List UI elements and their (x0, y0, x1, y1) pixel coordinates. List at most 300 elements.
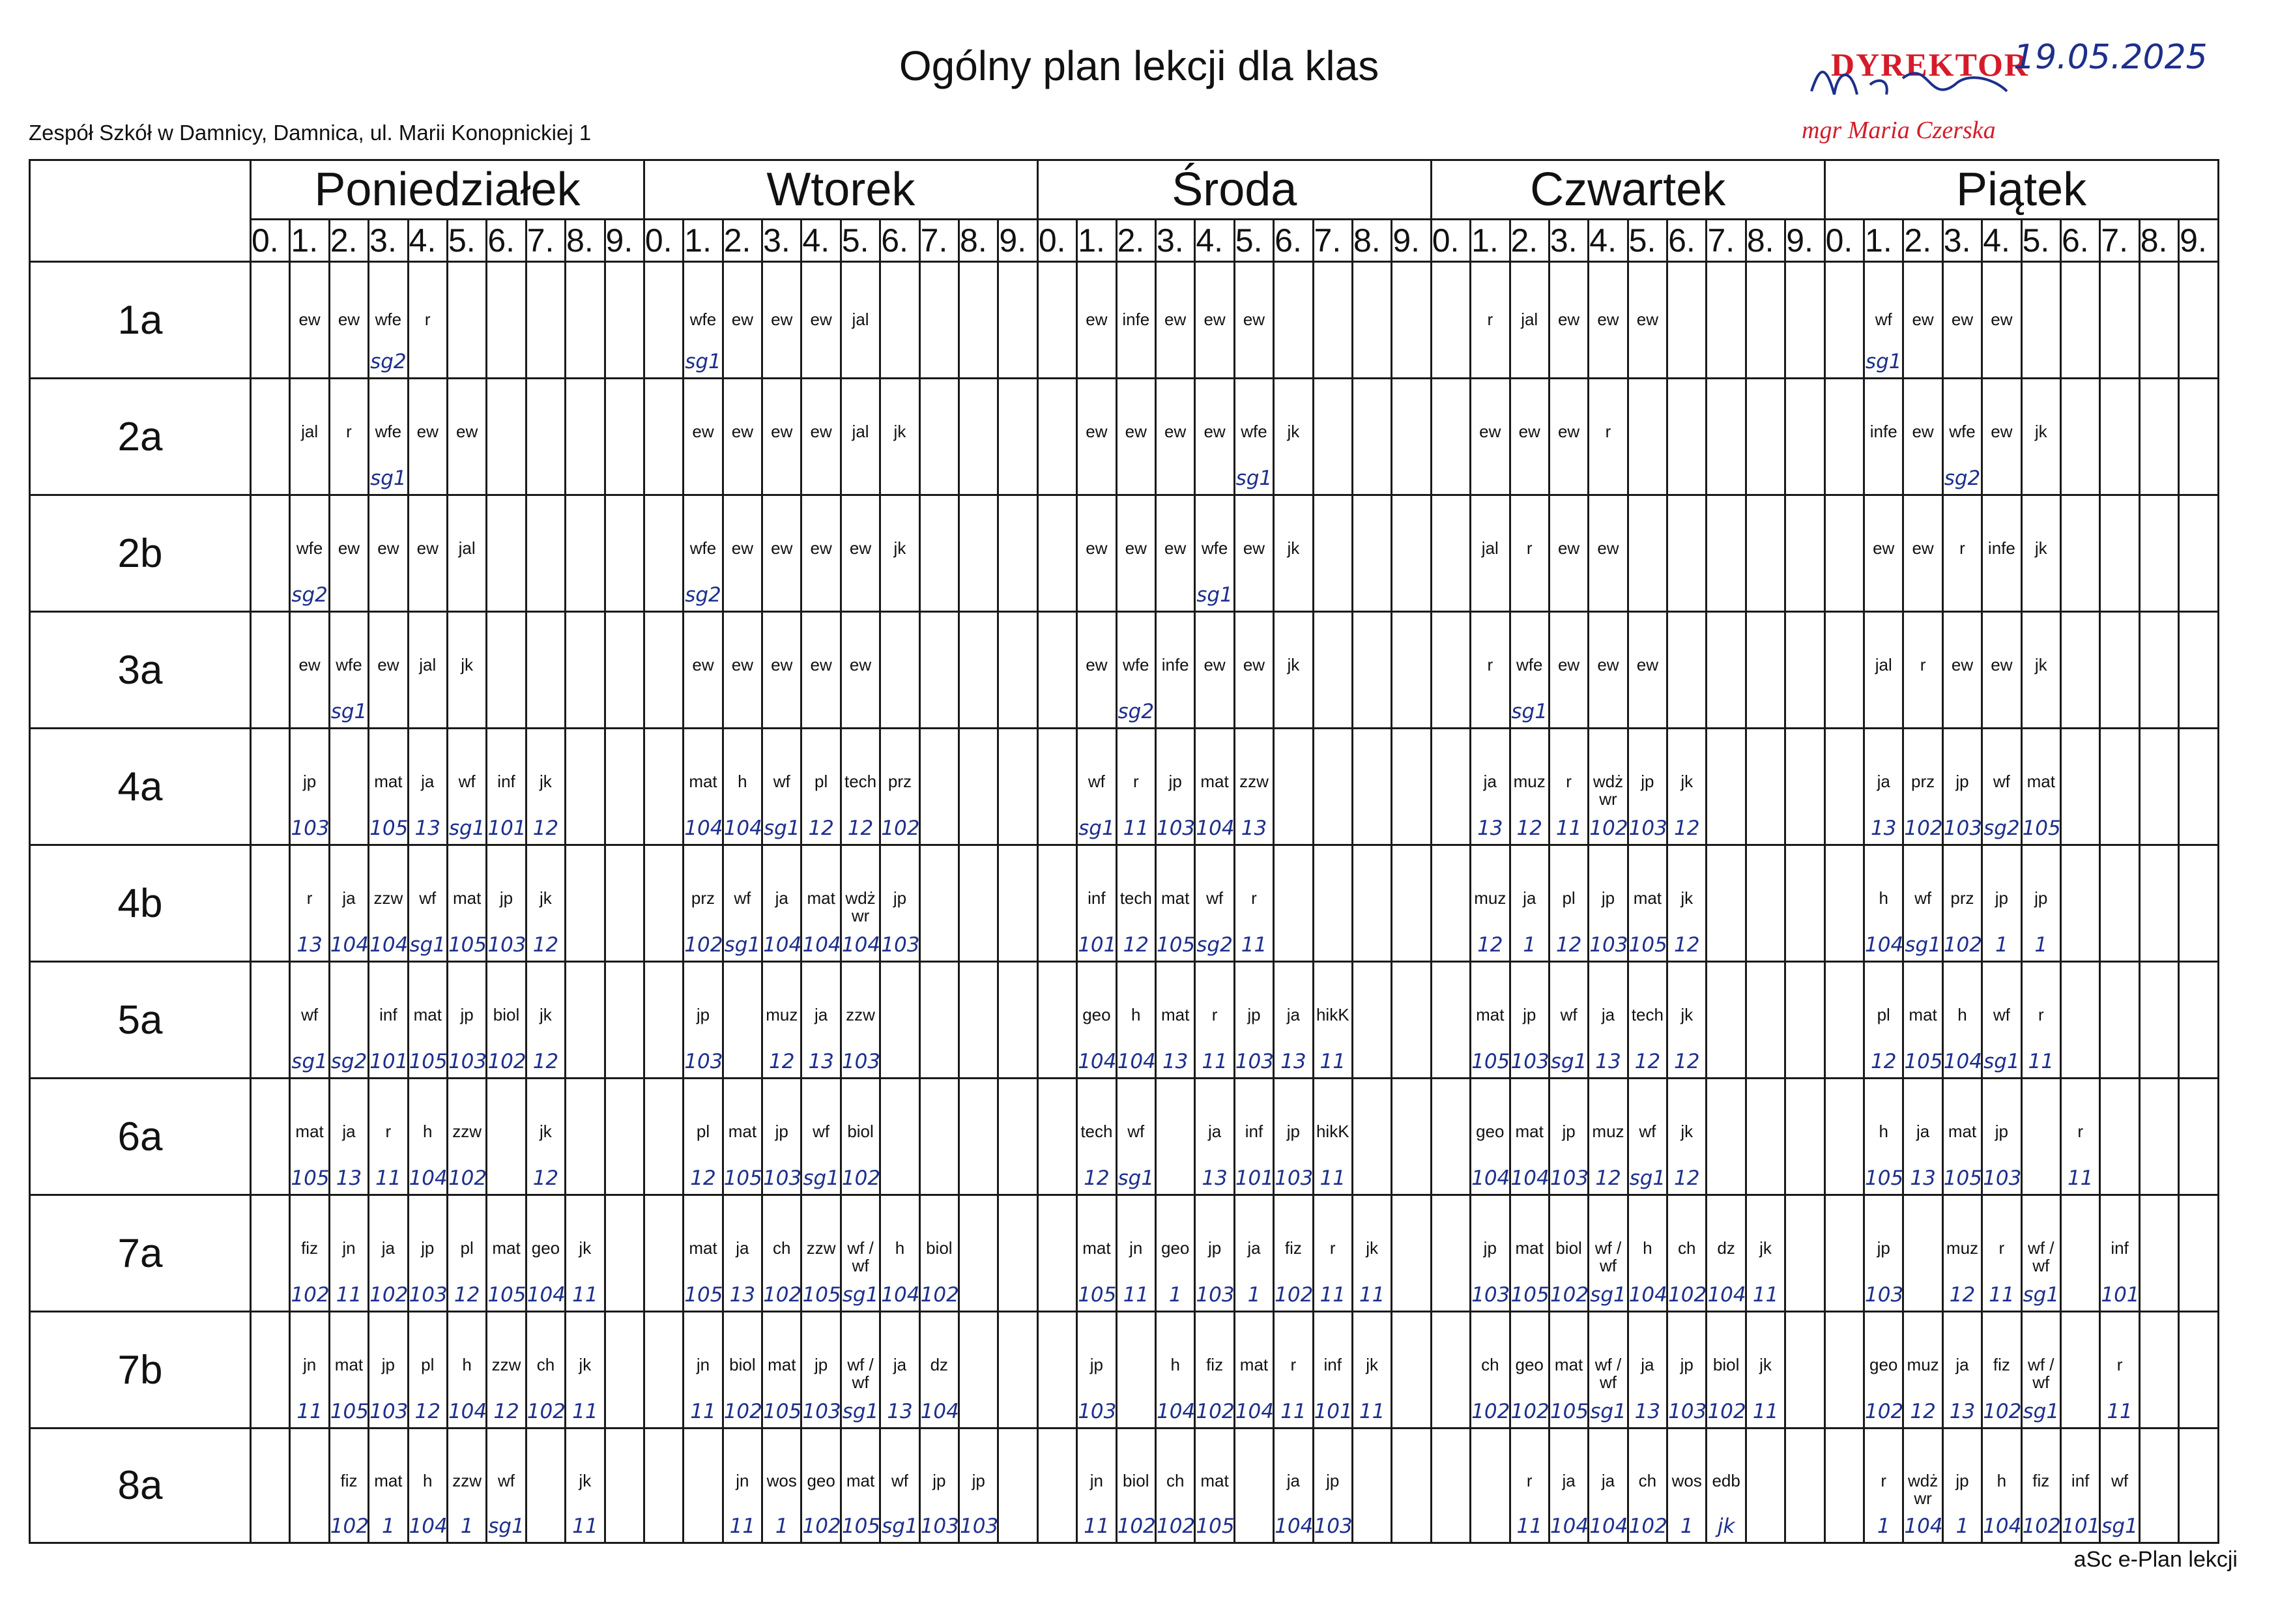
lesson-cell (1392, 845, 1431, 962)
lesson-subject: infe (1161, 654, 1189, 674)
lesson-subject: jp (1168, 771, 1182, 791)
lesson-cell (251, 1312, 290, 1428)
lesson-room: 102 (881, 817, 920, 840)
lesson-room: sg2 (1117, 700, 1155, 723)
lesson-subject: ja (736, 1238, 749, 1258)
lesson-subject: ew (1912, 538, 1934, 558)
lesson-cell (1549, 262, 1588, 379)
lesson-subject: ja (1562, 1470, 1576, 1490)
corner-cell (30, 160, 251, 262)
lesson-room: 1 (1247, 1283, 1261, 1307)
lesson-cell (1903, 845, 1942, 962)
lesson-room: 104 (1510, 1167, 1550, 1190)
lesson-cell (1077, 1312, 1116, 1428)
lesson-subject: jk (461, 654, 474, 674)
lesson-cell (1352, 379, 1391, 495)
lesson-subject: biol (926, 1238, 953, 1258)
lesson-subject: wdż wr (1907, 1470, 1939, 1508)
lesson-cell (408, 495, 447, 612)
lesson-room: 11 (1516, 1515, 1542, 1538)
lesson-room: 102 (448, 1167, 487, 1190)
lesson-subject: jk (893, 538, 906, 558)
lesson-subject: r (306, 888, 313, 908)
lesson-cell (1392, 379, 1431, 495)
lesson-cell (762, 729, 801, 845)
stamp-name: mgr Maria Czerska (1802, 117, 1996, 144)
lesson-room: 11 (1123, 817, 1149, 840)
lesson-cell (605, 962, 644, 1079)
lesson-subject: jk (2034, 654, 2047, 674)
lesson-cell (919, 262, 959, 379)
lesson-subject: ew (1557, 654, 1580, 674)
lesson-subject: r (1487, 309, 1493, 329)
lesson-room: sg1 (409, 933, 446, 957)
lesson-subject: tech (844, 771, 877, 791)
period-header: 5. (1628, 220, 1667, 262)
period-header: 7. (1707, 220, 1746, 262)
lesson-subject: r (1526, 1470, 1533, 1490)
lesson-cell (1903, 379, 1942, 495)
lesson-room: 103 (369, 1400, 409, 1423)
lesson-room: 103 (1314, 1515, 1353, 1538)
lesson-cell (2060, 729, 2099, 845)
lesson-cell (2060, 1312, 2099, 1428)
lesson-cell (1667, 612, 1707, 729)
lesson-cell (447, 962, 486, 1079)
lesson-room: 103 (841, 1050, 881, 1073)
lesson-room: 13 (1634, 1400, 1661, 1423)
lesson-cell (1077, 1428, 1116, 1543)
lesson-cell (1155, 845, 1194, 962)
lesson-room: 12 (1123, 933, 1149, 957)
lesson-subject: ew (1557, 421, 1580, 441)
director-stamp (1798, 33, 2278, 156)
lesson-subject: wfe (1516, 654, 1543, 674)
period-header: 8. (2139, 220, 2178, 262)
lesson-room: 104 (330, 933, 369, 957)
period-header: 8. (1352, 220, 1391, 262)
lesson-subject: jal (301, 421, 319, 441)
lesson-subject: r (1881, 1470, 1887, 1490)
lesson-cell (1155, 1079, 1194, 1195)
lesson-subject: r (1329, 1238, 1336, 1258)
lesson-subject: ew (1991, 421, 2013, 441)
lesson-cell (762, 962, 801, 1079)
footer-credit: aSc e-Plan lekcji (2073, 1547, 2238, 1572)
lesson-cell (1707, 1428, 1746, 1543)
lesson-cell (919, 1312, 959, 1428)
lesson-cell (251, 1428, 290, 1543)
lesson-room: 104 (1156, 1400, 1196, 1423)
lesson-room: sg1 (803, 1167, 839, 1190)
lesson-room: 105 (291, 1167, 330, 1190)
lesson-cell (919, 612, 959, 729)
lesson-cell (1549, 495, 1588, 612)
day-header: Piątek (1824, 160, 2218, 220)
lesson-cell (762, 1428, 801, 1543)
period-header: 5. (1234, 220, 1273, 262)
lesson-cell (1589, 962, 1628, 1079)
lesson-subject: r (1487, 654, 1493, 674)
lesson-room: sg1 (1511, 700, 1548, 723)
lesson-room: 101 (1314, 1400, 1353, 1423)
lesson-room: 12 (808, 817, 834, 840)
lesson-room: 103 (487, 933, 526, 957)
lesson-cell (1589, 1079, 1628, 1195)
lesson-room: sg2 (1983, 817, 2020, 840)
lesson-cell (1037, 962, 1076, 1079)
lesson-subject: jk (579, 1470, 592, 1490)
lesson-room: 11 (375, 1167, 401, 1190)
lesson-subject: jk (1287, 421, 1300, 441)
lesson-cell (1274, 962, 1313, 1079)
lesson-subject: ew (1597, 538, 1619, 558)
lesson-room: 103 (1471, 1283, 1510, 1307)
lesson-cell (880, 262, 919, 379)
lesson-room: 105 (369, 817, 409, 840)
lesson-cell (1195, 612, 1234, 729)
lesson-subject: pl (1562, 888, 1576, 908)
lesson-subject: zzw (452, 1470, 482, 1490)
lesson-room: 11 (1752, 1283, 1779, 1307)
lesson-cell (290, 262, 329, 379)
lesson-cell (369, 1195, 408, 1312)
lesson-cell (1707, 1312, 1746, 1428)
lesson-cell (1037, 262, 1076, 379)
lesson-cell (1116, 729, 1155, 845)
lesson-subject: inf (1323, 1354, 1342, 1374)
lesson-cell (1313, 379, 1352, 495)
lesson-subject: jp (1483, 1238, 1497, 1258)
lesson-cell (2139, 962, 2178, 1079)
lesson-cell (2139, 612, 2178, 729)
lesson-room: 1 (1955, 1515, 1969, 1538)
lesson-room: 12 (532, 1167, 559, 1190)
lesson-room: 11 (296, 1400, 323, 1423)
lesson-cell (1589, 1195, 1628, 1312)
lesson-subject: jk (1680, 888, 1694, 908)
lesson-cell (1077, 729, 1116, 845)
lesson-room: 11 (336, 1283, 362, 1307)
lesson-cell (644, 495, 683, 612)
lesson-room: 13 (1949, 1400, 1976, 1423)
lesson-cell (290, 1428, 329, 1543)
lesson-cell (1234, 729, 1273, 845)
lesson-cell (1077, 1195, 1116, 1312)
lesson-cell (959, 495, 998, 612)
lesson-subject: ew (1125, 538, 1147, 558)
lesson-subject: ew (1479, 421, 1501, 441)
lesson-cell (1942, 1428, 1982, 1543)
period-header: 5. (447, 220, 486, 262)
lesson-room: 105 (1943, 1167, 1982, 1190)
lesson-room: 102 (802, 1515, 841, 1538)
lesson-cell (2179, 729, 2218, 845)
lesson-cell (408, 1312, 447, 1428)
lesson-subject: ew (1636, 654, 1658, 674)
lesson-room: sg1 (724, 933, 761, 957)
lesson-room: 103 (1668, 1400, 1707, 1423)
lesson-cell (2179, 1312, 2218, 1428)
lesson-cell (447, 1312, 486, 1428)
lesson-cell (1903, 1079, 1942, 1195)
lesson-subject: infe (1987, 538, 2015, 558)
lesson-room: 105 (2022, 817, 2061, 840)
lesson-cell (841, 845, 880, 962)
lesson-room: 102 (920, 1283, 959, 1307)
lesson-room: 11 (1280, 1400, 1306, 1423)
lesson-cell (1746, 1195, 1785, 1312)
lesson-cell (1431, 612, 1470, 729)
lesson-subject: mat (1082, 1238, 1111, 1258)
lesson-subject: mat (1476, 1004, 1505, 1024)
lesson-cell (1982, 379, 2021, 495)
lesson-subject: dz (930, 1354, 949, 1374)
lesson-cell (762, 612, 801, 729)
class-name: 3a (30, 612, 251, 729)
lesson-room: 1 (460, 1515, 474, 1538)
lesson-cell (880, 845, 919, 962)
lesson-cell (1707, 1195, 1746, 1312)
lesson-subject: r (2038, 1004, 2044, 1024)
lesson-cell (880, 1428, 919, 1543)
lesson-cell (2021, 379, 2060, 495)
lesson-cell (605, 379, 644, 495)
lesson-cell (1746, 1312, 1785, 1428)
lesson-cell (841, 1312, 880, 1428)
lesson-subject: h (738, 771, 747, 791)
class-row (30, 1195, 2219, 1312)
lesson-cell (1864, 379, 1903, 495)
lesson-cell (1707, 612, 1746, 729)
lesson-cell (329, 845, 368, 962)
lesson-cell (2100, 1312, 2139, 1428)
lesson-cell (1313, 1079, 1352, 1195)
lesson-cell (801, 495, 841, 612)
lesson-subject: mat (846, 1470, 875, 1490)
class-row (30, 962, 2219, 1079)
lesson-cell (684, 495, 723, 612)
lesson-cell (447, 379, 486, 495)
lesson-cell (1155, 729, 1194, 845)
lesson-cell (1471, 495, 1510, 612)
lesson-cell (841, 729, 880, 845)
lesson-room: 103 (763, 1167, 802, 1190)
lesson-subject: wfe (336, 654, 362, 674)
lesson-subject: jp (1955, 1470, 1969, 1490)
lesson-room: 12 (493, 1400, 519, 1423)
lesson-cell (1352, 729, 1391, 845)
lesson-cell (1352, 612, 1391, 729)
lesson-cell (1116, 1079, 1155, 1195)
lesson-subject: ja (1641, 1354, 1654, 1374)
period-header: 2. (1116, 220, 1155, 262)
lesson-cell (1589, 612, 1628, 729)
lesson-cell (1155, 962, 1194, 1079)
lesson-room: 104 (409, 1515, 448, 1538)
lesson-room: 102 (684, 933, 723, 957)
lesson-cell (959, 729, 998, 845)
lesson-cell (684, 1312, 723, 1428)
lesson-subject: ew (849, 538, 872, 558)
lesson-subject: ja (1286, 1004, 1300, 1024)
lesson-cell (1155, 612, 1194, 729)
period-header: 2. (1510, 220, 1549, 262)
lesson-subject: jal (458, 538, 476, 558)
lesson-subject: jp (1523, 1004, 1536, 1024)
lesson-cell (1510, 379, 1549, 495)
lesson-cell (566, 962, 605, 1079)
lesson-cell (1274, 262, 1313, 379)
lesson-room: 11 (572, 1400, 598, 1423)
lesson-room: 104 (802, 933, 841, 957)
lesson-subject: h (1170, 1354, 1180, 1374)
lesson-subject: r (1605, 421, 1611, 441)
lesson-cell (1471, 1312, 1510, 1428)
lesson-subject: wf (458, 771, 476, 791)
lesson-cell (1864, 1079, 1903, 1195)
lesson-cell (1942, 1079, 1982, 1195)
lesson-subject: r (1211, 1004, 1218, 1024)
lesson-cell (1942, 262, 1982, 379)
lesson-cell (329, 612, 368, 729)
lesson-subject: jp (1680, 1354, 1694, 1374)
lesson-cell (526, 495, 565, 612)
lesson-cell (1707, 962, 1746, 1079)
lesson-cell (1628, 612, 1667, 729)
lesson-cell (998, 379, 1037, 495)
lesson-room: 102 (1865, 1400, 1904, 1423)
lesson-cell (605, 495, 644, 612)
lesson-cell (801, 379, 841, 495)
lesson-cell (2139, 262, 2178, 379)
lesson-cell (251, 845, 290, 962)
lesson-room: 11 (572, 1283, 598, 1307)
lesson-cell (1707, 495, 1746, 612)
lesson-room: 102 (1707, 1400, 1746, 1423)
lesson-cell (369, 845, 408, 962)
lesson-cell (1864, 729, 1903, 845)
period-header: 0. (644, 220, 683, 262)
lesson-cell (1667, 1079, 1707, 1195)
lesson-cell (1431, 1312, 1470, 1428)
lesson-subject: wdż wr (845, 888, 876, 925)
lesson-subject: ch (1678, 1238, 1696, 1258)
lesson-cell (1274, 1428, 1313, 1543)
lesson-subject: mat (768, 1354, 796, 1374)
lesson-cell (1903, 262, 1942, 379)
lesson-cell (1824, 262, 1864, 379)
lesson-subject: wfe (1241, 421, 1267, 441)
lesson-cell (1746, 729, 1785, 845)
lesson-room: sg1 (370, 467, 407, 490)
lesson-room: 104 (1865, 933, 1904, 957)
lesson-cell (723, 1428, 762, 1543)
lesson-subject: inf (1088, 888, 1106, 908)
lesson-cell (1824, 729, 1864, 845)
lesson-cell (1864, 1312, 1903, 1428)
lesson-subject: jn (736, 1470, 749, 1490)
lesson-cell (1982, 1428, 2021, 1543)
lesson-subject: ew (298, 654, 321, 674)
lesson-cell (1589, 845, 1628, 962)
lesson-cell (1352, 962, 1391, 1079)
period-header: 4. (801, 220, 841, 262)
lesson-subject: ew (338, 309, 360, 329)
class-row (30, 1079, 2219, 1195)
period-header: 4. (1589, 220, 1628, 262)
lesson-room: sg2 (330, 1050, 368, 1073)
lesson-subject: jk (1680, 771, 1694, 791)
lesson-cell (998, 962, 1037, 1079)
period-header: 4. (1195, 220, 1234, 262)
lesson-room: 104 (1983, 1515, 2022, 1538)
lesson-cell (1510, 1079, 1549, 1195)
lesson-subject: mat (413, 1004, 442, 1024)
lesson-cell (1589, 379, 1628, 495)
lesson-cell (801, 1079, 841, 1195)
lesson-cell (1746, 845, 1785, 962)
lesson-cell (1471, 262, 1510, 379)
lesson-subject: wf (1127, 1121, 1145, 1141)
lesson-cell (1116, 962, 1155, 1079)
lesson-subject: ew (1204, 654, 1226, 674)
lesson-cell (1510, 962, 1549, 1079)
lesson-subject: ew (810, 421, 832, 441)
lesson-subject: jp (1326, 1470, 1340, 1490)
lesson-cell (2139, 729, 2178, 845)
lesson-room: 12 (414, 1400, 440, 1423)
lesson-cell (2139, 1428, 2178, 1543)
lesson-cell (2060, 845, 2099, 962)
lesson-room: 104 (920, 1400, 959, 1423)
lesson-subject: jk (1287, 654, 1300, 674)
period-header: 8. (566, 220, 605, 262)
lesson-room: 103 (1628, 817, 1667, 840)
lesson-room: 103 (881, 933, 920, 957)
lesson-subject: geo (1476, 1121, 1505, 1141)
lesson-cell (1667, 962, 1707, 1079)
lesson-cell (2179, 962, 2218, 1079)
lesson-room: 104 (763, 933, 802, 957)
lesson-subject: wfe (689, 538, 717, 558)
lesson-room: sg1 (2023, 1283, 2060, 1307)
day-header: Wtorek (644, 160, 1037, 220)
lesson-cell (1195, 262, 1234, 379)
lesson-cell (1155, 262, 1194, 379)
lesson-cell (1942, 845, 1982, 962)
lesson-room: sg1 (330, 700, 368, 723)
lesson-cell (880, 1079, 919, 1195)
lesson-room: sg1 (842, 1400, 879, 1423)
lesson-cell (1824, 379, 1864, 495)
lesson-subject: wf (419, 888, 437, 908)
lesson-subject: ch (773, 1238, 791, 1258)
lesson-room: 105 (763, 1400, 802, 1423)
lesson-subject: h (462, 1354, 472, 1374)
lesson-cell (998, 845, 1037, 962)
lesson-room: 13 (1910, 1167, 1936, 1190)
lesson-cell (290, 495, 329, 612)
period-header: 5. (841, 220, 880, 262)
lesson-cell (1116, 1195, 1155, 1312)
lesson-subject: ew (1204, 309, 1226, 329)
lesson-room: 102 (1471, 1400, 1510, 1423)
lesson-subject: wf (773, 771, 790, 791)
lesson-room: 104 (526, 1283, 566, 1307)
lesson-cell (1352, 1428, 1391, 1543)
lesson-subject: jal (852, 421, 869, 441)
